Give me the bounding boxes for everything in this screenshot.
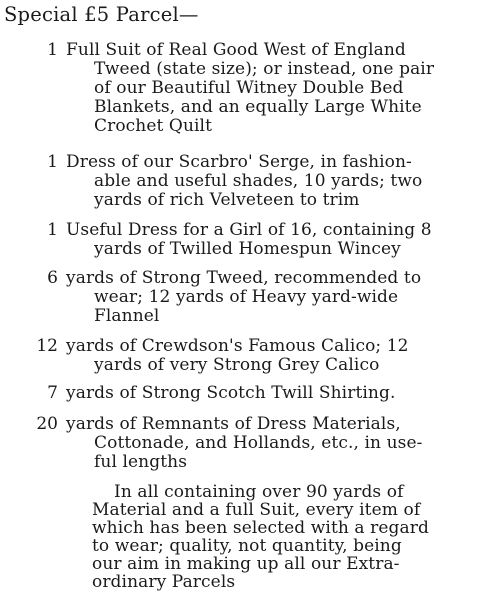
item-text-line: yards of Twilled Homespun Wincey — [94, 239, 401, 259]
item-quantity: 1 — [47, 152, 58, 172]
item-text-line: able and useful shades, 10 yards; two — [94, 171, 423, 191]
item-text-line: wear; 12 yards of Heavy yard-wide — [94, 287, 399, 307]
closing-text-line: In all containing over 90 yards of — [114, 482, 404, 502]
closing-text-line: our aim in making up all our Extra- — [92, 554, 400, 574]
item-quantity: 20 — [36, 414, 58, 434]
item-text-line: Dress of our Scarbro' Serge, in fashion- — [66, 152, 412, 172]
item-text-line: yards of rich Velveteen to trim — [94, 190, 360, 210]
item-quantity: 6 — [47, 268, 58, 288]
item-text-line: Blankets, and an equally Large White — [94, 97, 422, 117]
item-text-line: Full Suit of Real Good West of England — [66, 40, 406, 60]
closing-text-line: to wear; quality, not quantity, being — [92, 536, 402, 556]
item-quantity: 12 — [36, 336, 58, 356]
item-text-line: Crochet Quilt — [94, 116, 213, 136]
item-text-line: Flannel — [94, 306, 160, 326]
item-quantity: 7 — [47, 383, 58, 403]
item-text-line: yards of Crewdson's Famous Calico; 12 — [66, 336, 409, 356]
item-text-line: yards of Strong Scotch Twill Shirting. — [66, 383, 396, 403]
item-text-line: Cottonade, and Hollands, etc., in use- — [94, 433, 423, 453]
item-text-line: yards of very Strong Grey Calico — [94, 355, 380, 375]
item-text-line: Useful Dress for a Girl of 16, containing 8 — [66, 220, 432, 240]
page-title: Special £5 Parcel— — [4, 3, 199, 26]
closing-text-line: Material and a full Suit, every item of — [92, 500, 421, 520]
item-text-line: yards of Strong Tweed, recommended to — [66, 268, 422, 288]
closing-text-line: which has been selected with a regard — [92, 518, 429, 538]
item-text-line: ful lengths — [94, 452, 188, 472]
item-text-line: yards of Remnants of Dress Materials, — [66, 414, 401, 434]
item-text-line: Tweed (state size); or instead, one pair — [94, 59, 435, 79]
closing-text-line: ordinary Parcels — [92, 572, 236, 592]
item-text-line: of our Beautiful Witney Double Bed — [94, 78, 404, 98]
item-quantity: 1 — [47, 40, 58, 60]
item-quantity: 1 — [47, 220, 58, 240]
